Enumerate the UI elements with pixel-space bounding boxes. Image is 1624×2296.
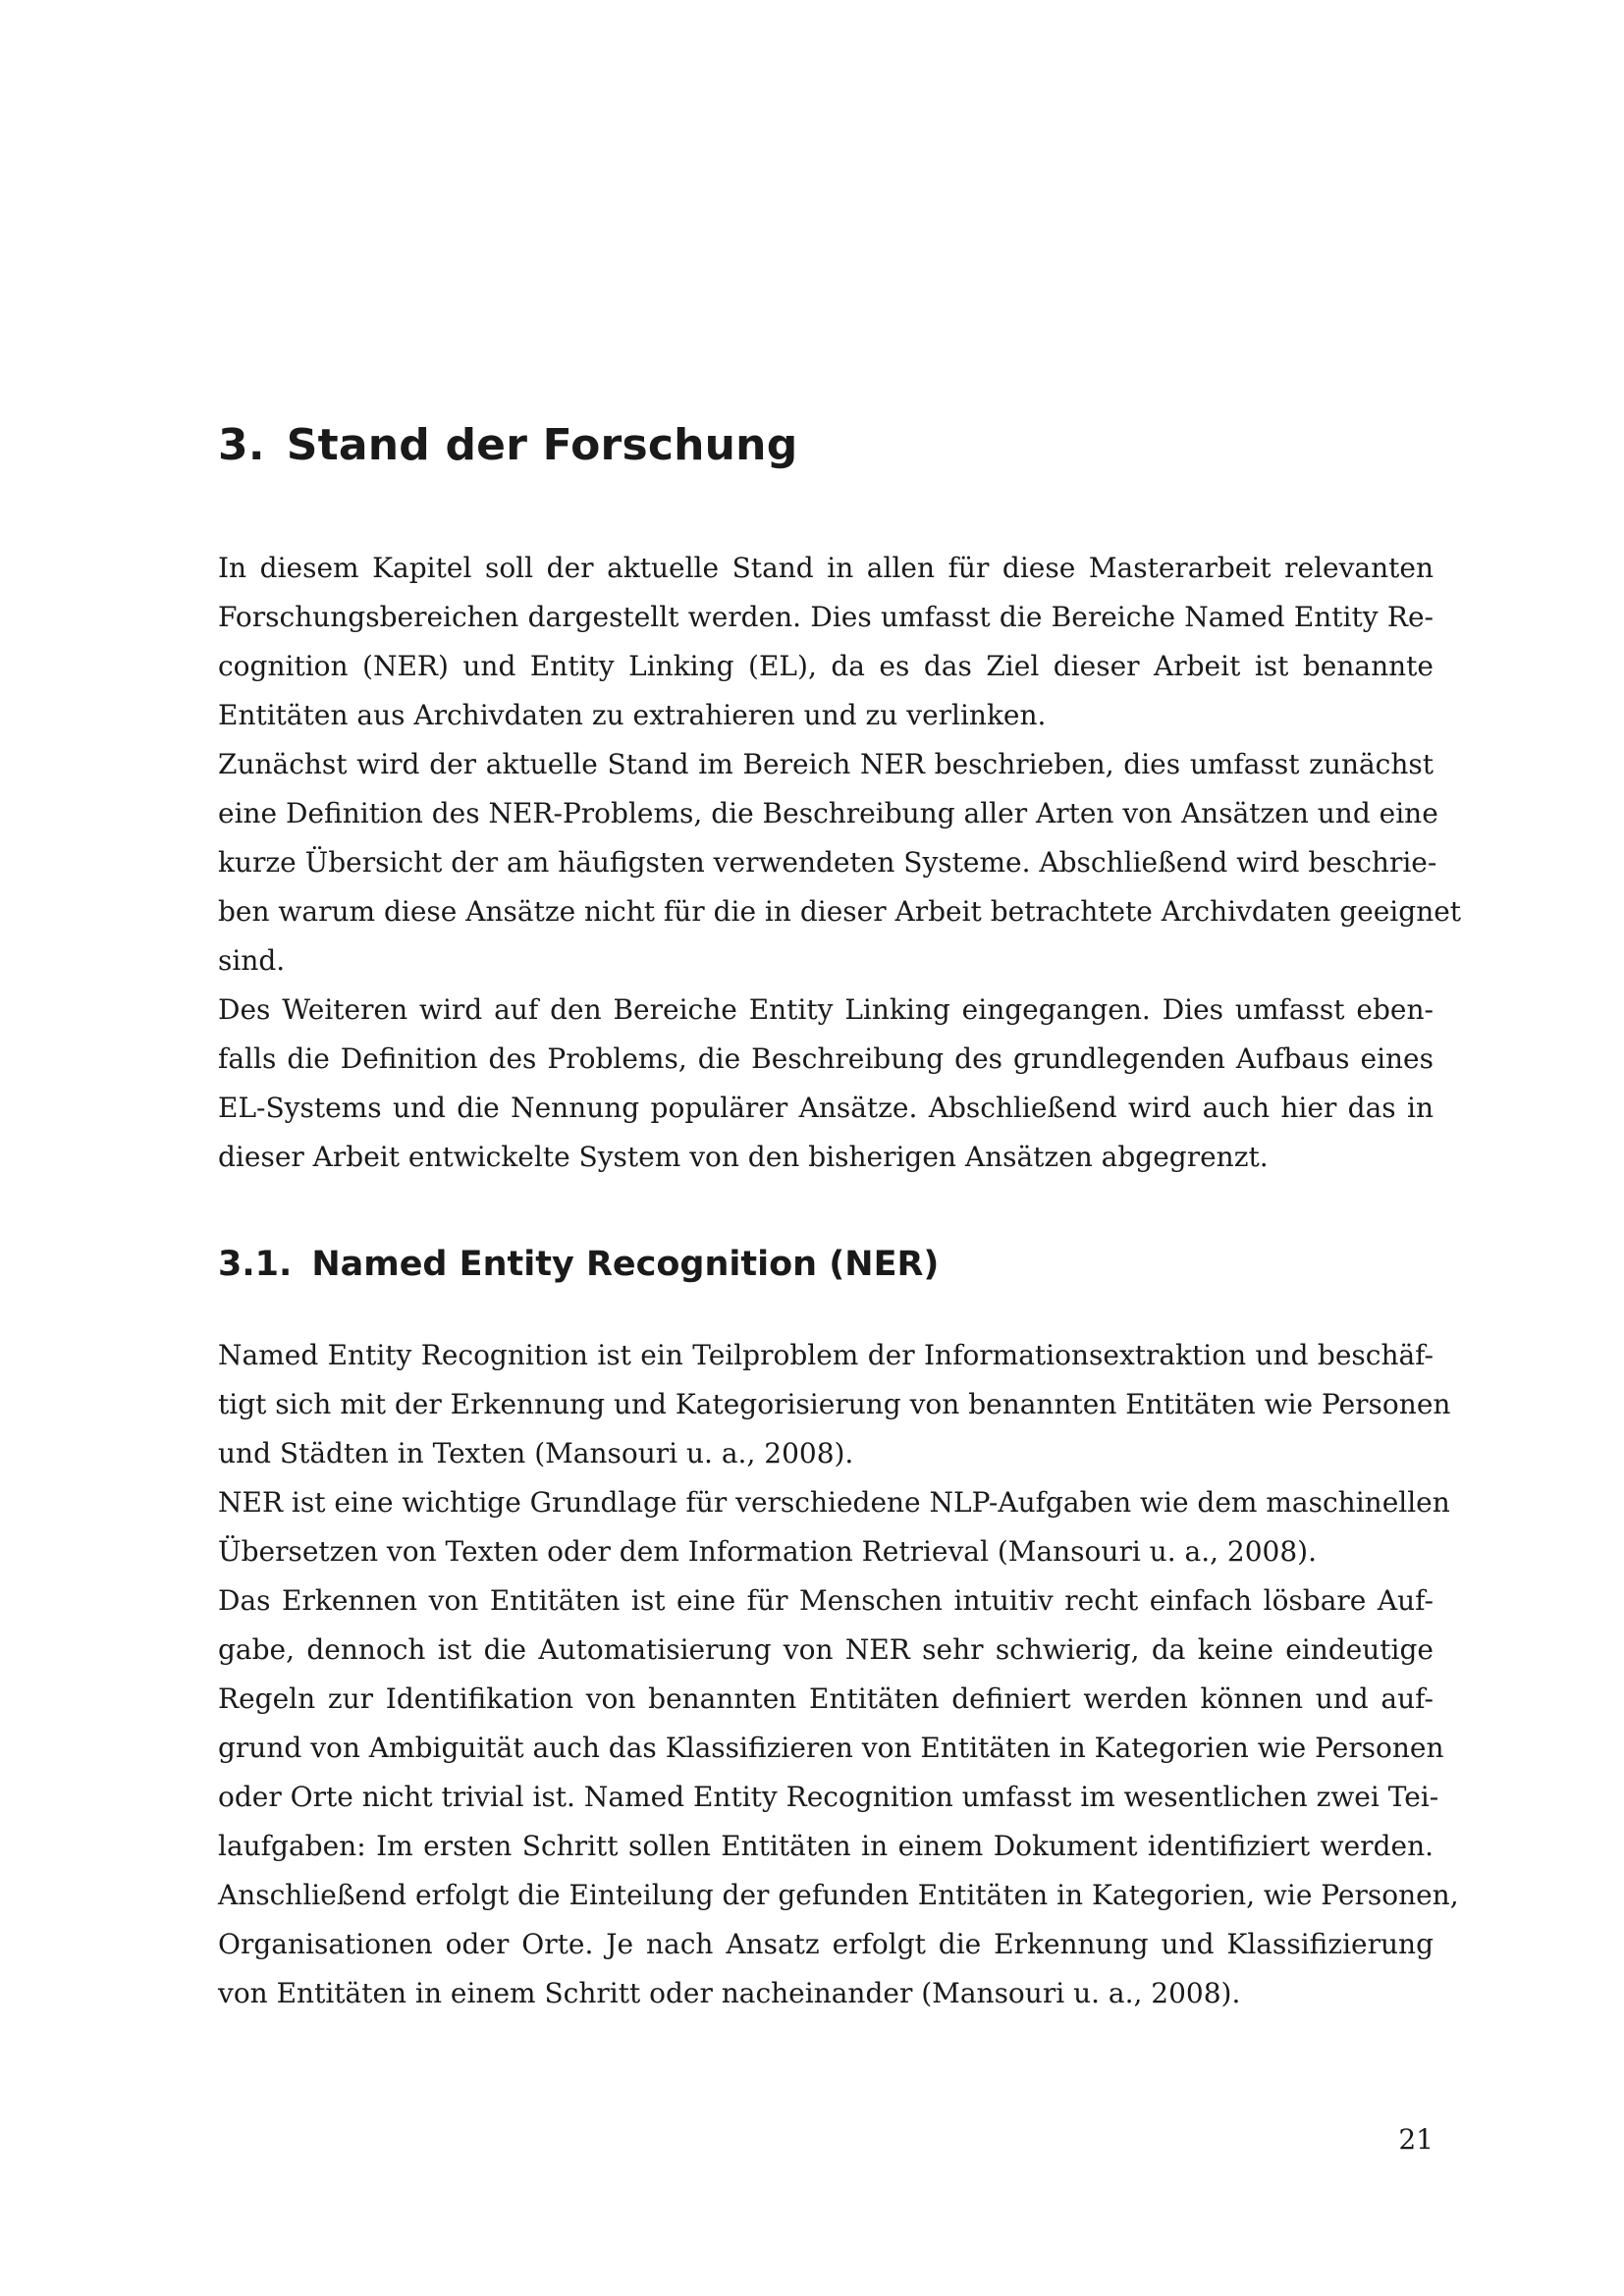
text-line: NER ist eine wichtige Grundlage für verschiedene NLP-Aufgaben wie dem maschinellen xyxy=(218,1486,1450,1519)
chapter-number: 3. xyxy=(218,420,265,470)
text-line: tigt sich mit der Erkennung und Kategorisierung von benannten Entitäten wie Personen xyxy=(218,1388,1451,1420)
text-line: von Entitäten in einem Schritt oder nacheinander (Mansouri u. a., 2008). xyxy=(218,1977,1241,2009)
intro-paragraph-3 xyxy=(218,986,1434,1182)
intro-text xyxy=(218,544,1462,1182)
text-line: dieser Arbeit entwickelte System von den bisherigen Ansätzen abgegrenzt. xyxy=(218,1141,1269,1173)
text-line: oder Orte nicht trivial ist. Named Entity Recognition umfasst im wesentlichen zwei Tei- xyxy=(218,1781,1439,1813)
text-line: Des Weiteren wird auf den Bereiche Entity Linking eingegangen. Dies umfasst eben- xyxy=(218,993,1434,1026)
text-line: Entitäten aus Archivdaten zu extrahieren und zu verlinken. xyxy=(218,699,1047,731)
text-line: Regeln zur Identifikation von benannten Entitäten definiert werden können und auf- xyxy=(218,1682,1434,1715)
text-line: In diesem Kapitel soll der aktuelle Stand in allen für diese Masterarbeit relevanten xyxy=(218,552,1434,584)
text-line: und Städten in Texten (Mansouri u. a., 2008). xyxy=(218,1437,854,1469)
ner-paragraph-3 xyxy=(218,1576,1459,2018)
intro-paragraph-2 xyxy=(218,740,1462,986)
ner-paragraph-1 xyxy=(218,1331,1451,1478)
text-line: cognition (NER) und Entity Linking (EL), da es das Ziel dieser Arbeit ist benannte xyxy=(218,650,1434,682)
chapter-heading xyxy=(218,418,797,473)
section-number: 3.1. xyxy=(218,1245,293,1284)
section-title: Named Entity Recognition (NER) xyxy=(311,1245,940,1284)
ner-paragraph-2 xyxy=(218,1478,1450,1576)
text-line: Forschungsbereichen dargestellt werden. Dies umfasst die Bereiche Named Entity Re- xyxy=(218,601,1434,633)
text-line: Anschließend erfolgt die Einteilung der gefunden Entitäten in Kategorien, wie Personen, xyxy=(218,1879,1459,1911)
text-line: laufgaben: Im ersten Schritt sollen Entitäten in einem Dokument identifiziert werden. xyxy=(218,1830,1434,1862)
section-heading xyxy=(218,1243,939,1286)
text-line: Named Entity Recognition ist ein Teilproblem der Informationsextraktion und beschäf- xyxy=(218,1339,1434,1371)
text-line: Organisationen oder Orte. Je nach Ansatz erfolgt die Erkennung und Klassifizierung xyxy=(218,1928,1434,1960)
text-line: gabe, dennoch ist die Automatisierung von NER sehr schwierig, da keine eindeutige xyxy=(218,1633,1434,1666)
chapter-title: Stand der Forschung xyxy=(286,420,798,470)
page-number: 21 xyxy=(1398,2123,1434,2156)
text-line: ben warum diese Ansätze nicht für die in dieser Arbeit betrachtete Archivdaten geeignet xyxy=(218,895,1462,928)
text-line: EL-Systems und die Nennung populärer Ansätze. Abschließend wird auch hier das in xyxy=(218,1092,1434,1124)
text-line: grund von Ambiguität auch das Klassifizieren von Entitäten in Kategorien wie Personen xyxy=(218,1732,1444,1764)
text-line: Das Erkennen von Entitäten ist eine für Menschen intuitiv recht einfach lösbare Auf- xyxy=(218,1584,1434,1617)
intro-paragraph-1 xyxy=(218,544,1434,740)
document-page xyxy=(218,0,1462,2296)
text-line: eine Definition des NER-Problems, die Beschreibung aller Arten von Ansätzen und eine xyxy=(218,797,1438,829)
ner-text xyxy=(218,1331,1459,2018)
text-line: sind. xyxy=(218,944,286,977)
text-line: falls die Definition des Problems, die Beschreibung des grundlegenden Aufbaus eines xyxy=(218,1042,1434,1075)
text-line: Übersetzen von Texten oder dem Information Retrieval (Mansouri u. a., 2008). xyxy=(218,1535,1317,1568)
text-line: Zunächst wird der aktuelle Stand im Bereich NER beschrieben, dies umfasst zunächst xyxy=(218,748,1434,780)
text-line: kurze Übersicht der am häufigsten verwendeten Systeme. Abschließend wird beschrie- xyxy=(218,846,1437,879)
